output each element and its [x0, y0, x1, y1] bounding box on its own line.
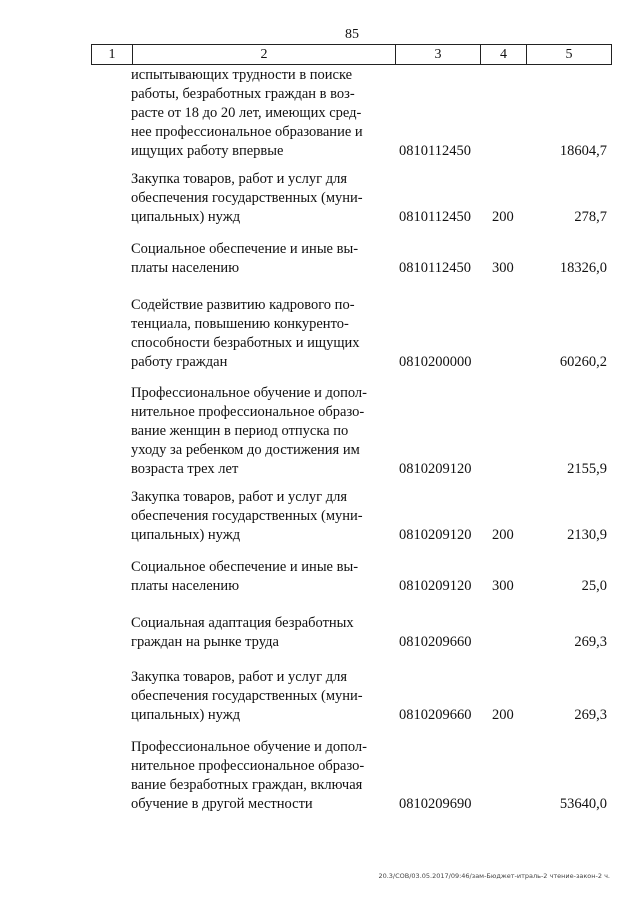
- row-sum: 2155,9: [567, 461, 607, 477]
- row-name-line: работы, безработных граждан в воз-: [131, 86, 355, 102]
- row-sum: 18326,0: [559, 260, 607, 276]
- row-name: [131, 170, 393, 227]
- row-name: [131, 240, 393, 278]
- column-header-4: 4: [481, 45, 527, 64]
- row-name-line: нее профессиональное образование и: [131, 124, 363, 140]
- row-name-line: тенциала, повышению конкуренто-: [131, 316, 349, 332]
- row-sum: 18604,7: [559, 143, 607, 159]
- row-name-line: обучение в другой местности: [131, 796, 313, 812]
- row-name: [131, 614, 393, 652]
- row-name: [131, 488, 393, 545]
- row-sum: 269,3: [574, 707, 607, 723]
- row-name-line: Социальная адаптация безработных: [131, 615, 354, 631]
- row-name: [131, 738, 393, 814]
- row-name-line: испытывающих трудности в поиске: [131, 67, 353, 83]
- row-name-line: ципальных) нужд: [131, 527, 241, 543]
- row-expense-type: 300: [492, 260, 514, 276]
- row-code: 0810209660: [399, 707, 472, 723]
- row-name-line: Социальное обеспечение и иные вы-: [131, 559, 359, 575]
- row-name: [131, 558, 393, 596]
- row-name-line: работу граждан: [131, 354, 228, 370]
- row-code: 0810112450: [399, 209, 471, 225]
- table-header: [91, 44, 612, 65]
- column-header-2: 2: [133, 45, 396, 64]
- row-name-line: нительное профессиональное образо-: [131, 758, 365, 774]
- row-sum: 2130,9: [567, 527, 607, 543]
- row-code: 0810209660: [399, 634, 472, 650]
- footer-stamp: 20.3/СОВ/03.05.2017/09:46/зам-Бюджет-итраль-2 чтение-закон-2 ч.: [378, 872, 610, 880]
- row-code: 0810209120: [399, 578, 472, 594]
- column-header-5: 5: [565, 47, 573, 62]
- row-sum: 269,3: [574, 634, 607, 650]
- row-name-line: Содействие развитию кадрового по-: [131, 297, 355, 313]
- row-name-line: обеспечения государственных (муни-: [131, 508, 363, 524]
- row-name-line: ципальных) нужд: [131, 209, 241, 225]
- row-name-line: обеспечения государственных (муни-: [131, 190, 363, 206]
- row-name-line: расте от 18 до 20 лет, имеющих сред-: [131, 105, 362, 121]
- row-name-line: нительное профессиональное образо-: [131, 404, 365, 420]
- row-name-line: способности безработных и ищущих: [131, 335, 360, 351]
- column-header-3: 3: [396, 45, 481, 64]
- row-code: 0810112450: [399, 143, 471, 159]
- row-name: [131, 668, 393, 725]
- row-sum: 53640,0: [559, 796, 607, 812]
- page-number: 85: [345, 27, 359, 42]
- row-code: 0810209120: [399, 461, 472, 477]
- row-name-line: возраста трех лет: [131, 461, 239, 477]
- row-name-line: вание безработных граждан, включая: [131, 777, 363, 793]
- row-name-line: уходу за ребенком до достижения им: [131, 442, 360, 458]
- row-expense-type: 200: [492, 707, 514, 723]
- row-sum: 278,7: [574, 209, 607, 225]
- row-name-line: ищущих работу впервые: [131, 143, 284, 159]
- row-code: 0810209120: [399, 527, 472, 543]
- row-sum: 60260,2: [559, 354, 607, 370]
- row-name-line: Профессиональное обучение и допол-: [131, 739, 367, 755]
- row-name-line: Профессиональное обучение и допол-: [131, 385, 367, 401]
- row-code: 0810209690: [399, 796, 472, 812]
- row-code: 0810200000: [399, 354, 472, 370]
- row-name-line: платы населению: [131, 260, 240, 276]
- row-name-line: граждан на рынке труда: [131, 634, 279, 650]
- row-name-line: вание женщин в период отпуска по: [131, 423, 349, 439]
- row-name-line: ципальных) нужд: [131, 707, 241, 723]
- row-sum: 25,0: [581, 578, 607, 594]
- row-name-line: Закупка товаров, работ и услуг для: [131, 171, 348, 187]
- row-name: [131, 66, 393, 161]
- row-code: 0810112450: [399, 260, 471, 276]
- row-name-line: платы населению: [131, 578, 240, 594]
- row-name-line: Социальное обеспечение и иные вы-: [131, 241, 359, 257]
- row-name-line: Закупка товаров, работ и услуг для: [131, 669, 348, 685]
- column-header-1: 1: [92, 45, 133, 64]
- row-name: [131, 296, 393, 372]
- row-expense-type: 200: [492, 527, 514, 543]
- row-expense-type: 200: [492, 209, 514, 225]
- row-name: [131, 384, 393, 479]
- row-expense-type: 300: [492, 578, 514, 594]
- row-name-line: Закупка товаров, работ и услуг для: [131, 489, 348, 505]
- row-name-line: обеспечения государственных (муни-: [131, 688, 363, 704]
